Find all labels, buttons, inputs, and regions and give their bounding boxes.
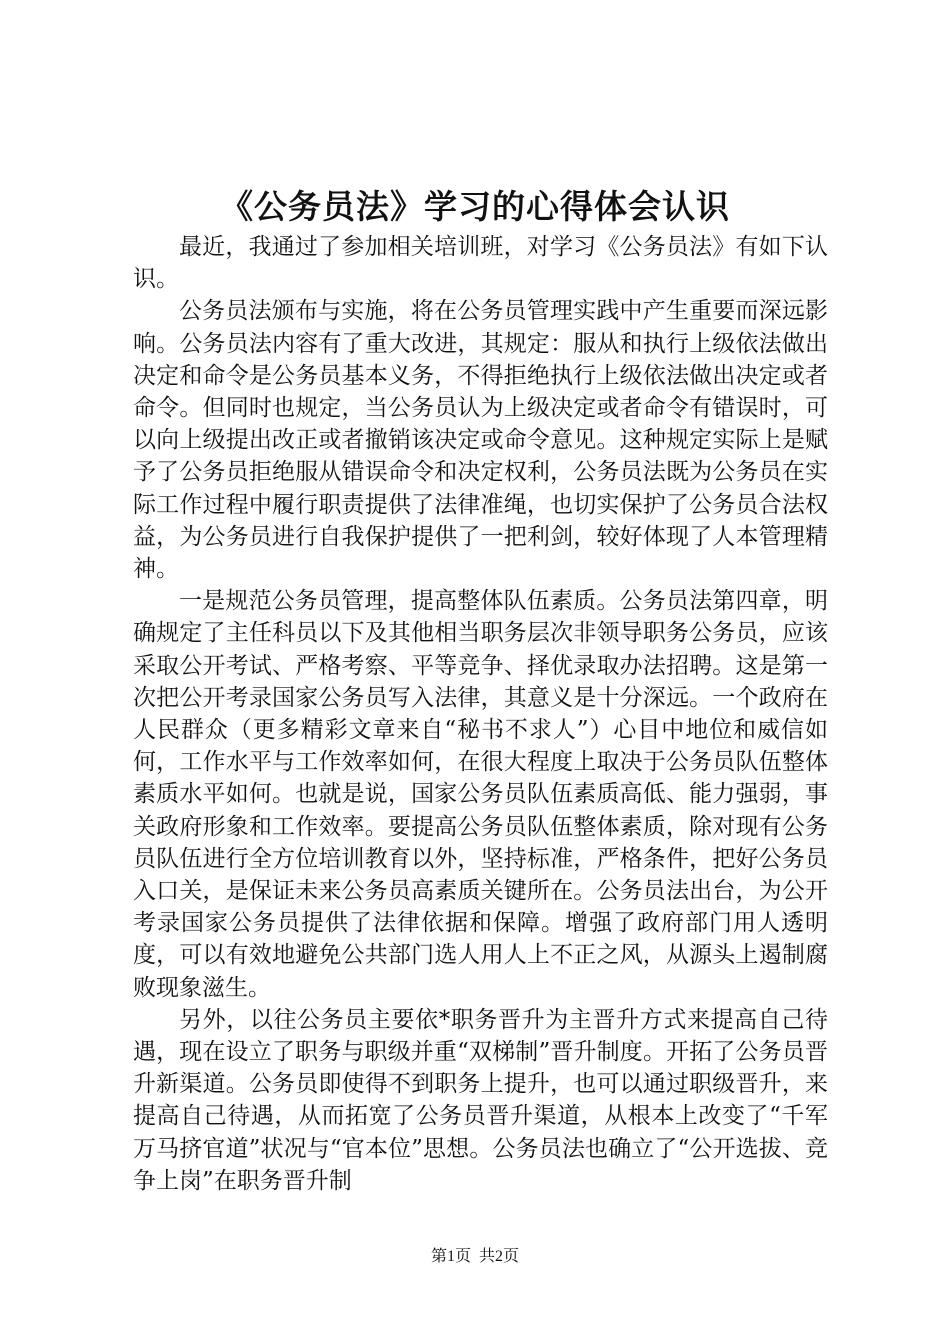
paragraph-management: 一是规范公务员管理，提高整体队伍素质。公务员法第四章，明确规定了主任科员以下及其他相当职务层次非领导职务公务员，应该采取公开考试、严格考察、平等竞争、择优录取办法招聘。这是第一次把公开考录国家公务员写入法律，其意义是十分深远。一个政府在人民群众（更多精彩文章来自“秘书不求人”）心目中地位和威信如何，工作水平与工作效率如何，在很大程度上取决于公务员队伍整体素质水平如何。也就是说，国家公务员队伍素质高低、能力强弱，事关政府形象和工作效率。要提高公务员队伍整体素质，除对现有公务员队伍进行全方位培训教育以外，坚持标准，严格条件，把好公务员入口关，是保证未来公务员高素质关键所在。公务员法出台，为公开考录国家公务员提供了法律依据和保障。增强了政府部门用人透明度，可以有效地避免公共部门选人用人上不正之风，从源头上遏制腐败现象滋生。 bbox=[133, 588, 828, 1001]
document-title: 《公务员法》学习的心得体会认识 bbox=[220, 187, 730, 226]
paragraph-implementation: 公务员法颁布与实施，将在公务员管理实践中产生重要而深远影响。公务员法内容有了重大改进，其规定：服从和执行上级依法做出决定和命令是公务员基本义务，不得拒绝执行上级依法做出决定或者命令。但同时也规定，当公务员认为上级决定或者命令有错误时，可以向上级提出改正或者撤销该决定或命令意见。这种规定实际上是赋予了公务员拒绝服从错误命令和决定权利，公务员法既为公务员在实际工作过程中履行职责提供了法律准绳，也切实保护了公务员合法权益，为公务员进行自我保护提供了一把利剑，较好体现了人本管理精神。 bbox=[133, 298, 828, 583]
page-footer bbox=[0, 1245, 950, 1269]
paragraph-promotion: 另外，以往公务员主要依*职务晋升为主晋升方式来提高自己待遇，现在设立了职务与职级并重“双梯制”晋升制度。开拓了公务员晋升新渠道。公务员即使得不到职务上提升，也可以通过职级晋升，来提高自己待遇，从而拓宽了公务员晋升渠道，从根本上改变了“千军万马挤官道”状况与“官本位”思想。公务员法也确立了“公开选拔、竞争上岗”在职务晋升制 bbox=[133, 1006, 828, 1194]
page-total: 共2页 bbox=[479, 1248, 520, 1265]
paragraph-intro: 最近，我通过了参加相关培训班，对学习《公务员法》有如下认识。 bbox=[133, 234, 828, 293]
page-number: 第1页 bbox=[430, 1248, 471, 1265]
document-body bbox=[133, 231, 828, 1197]
